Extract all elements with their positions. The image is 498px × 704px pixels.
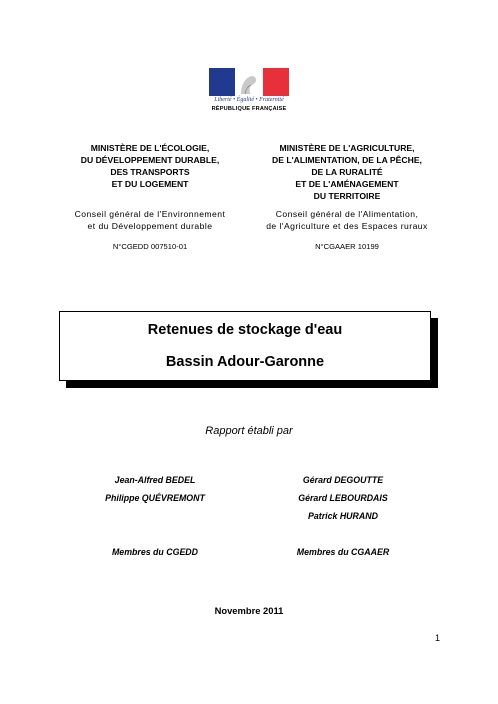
author-name: Gérard DEGOUTTE bbox=[302, 475, 384, 485]
left-ministry-line: DU DÉVELOPPEMENT DURABLE, bbox=[80, 155, 220, 165]
right-ministry-line: MINISTÈRE DE L'AGRICULTURE, bbox=[279, 143, 415, 153]
left-ministry-name bbox=[60, 142, 240, 190]
authors-left bbox=[60, 471, 250, 507]
authors-right bbox=[248, 471, 438, 525]
left-ref: N°CGEDD 007510-01 bbox=[112, 242, 188, 251]
logo-republic: RÉPUBLIQUE FRANÇAISE bbox=[211, 106, 287, 112]
author-name: Jean-Alfred BEDEL bbox=[114, 475, 196, 485]
page-number: 1 bbox=[434, 633, 440, 643]
report-date: Novembre 2011 bbox=[214, 605, 284, 616]
report-label: Rapport établi par bbox=[205, 425, 293, 437]
right-ministry-line: DE L'ALIMENTATION, DE LA PÊCHE, bbox=[272, 155, 422, 165]
marianne-flag-icon bbox=[209, 68, 289, 96]
members-left: Membres du CGEDD bbox=[111, 547, 199, 557]
left-council-line: Conseil général de l'Environnement bbox=[74, 209, 226, 219]
right-ministry-name bbox=[252, 142, 442, 202]
right-ministry-line: DE LA RURALITÉ bbox=[311, 167, 383, 177]
left-ministry-line: DES TRANSPORTS bbox=[110, 167, 190, 177]
left-ministry-line: MINISTÈRE DE L'ÉCOLOGIE, bbox=[90, 143, 210, 153]
right-council-line: Conseil général de l'Alimentation, bbox=[275, 209, 419, 219]
title-box bbox=[59, 311, 431, 381]
right-council-line: de l'Agriculture et des Espaces ruraux bbox=[266, 221, 428, 231]
author-name: Philippe QUÉVREMONT bbox=[105, 493, 205, 503]
author-name: Patrick HURAND bbox=[308, 511, 378, 521]
left-council-line: et du Développement durable bbox=[87, 221, 213, 231]
right-ministry-line: DU TERRITOIRE bbox=[313, 191, 381, 201]
logo-motto: Liberté • Égalité • Fraternité bbox=[214, 97, 284, 103]
left-council bbox=[55, 208, 245, 232]
members-right: Membres du CGAAER bbox=[296, 547, 390, 557]
right-ministry-line: ET DE L'AMÉNAGEMENT bbox=[295, 179, 399, 189]
republique-francaise-logo bbox=[209, 68, 289, 118]
title-line-1: Retenues de stockage d'eau bbox=[147, 322, 343, 338]
author-name: Gérard LEBOURDAIS bbox=[298, 493, 388, 503]
right-council bbox=[247, 208, 447, 232]
left-ministry-line: ET DU LOGEMENT bbox=[111, 179, 189, 189]
right-ref: N°CGAAER 10199 bbox=[315, 242, 379, 251]
title-line-2: Bassin Adour-Garonne bbox=[165, 354, 325, 370]
